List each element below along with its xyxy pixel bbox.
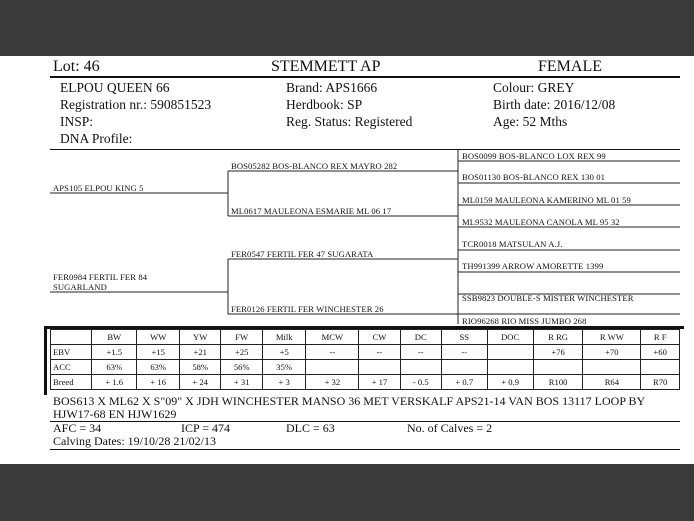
acc-cell: 56% xyxy=(221,360,263,375)
breed-cell: + 16 xyxy=(137,375,179,390)
breeder-name: STEMMETT AP xyxy=(271,58,381,75)
breed-cell: + 31 xyxy=(221,375,263,390)
breed-row xyxy=(51,375,680,390)
ebv-header-cell: WW xyxy=(137,330,179,345)
ebv-cell xyxy=(487,345,533,360)
stats-rule xyxy=(50,421,680,422)
ebv-cell: +60 xyxy=(641,345,680,360)
ebv-cell: +76 xyxy=(533,345,583,360)
catalogue-page xyxy=(0,56,694,464)
breed-cell: R100 xyxy=(533,375,583,390)
sex-label: FEMALE xyxy=(538,58,602,75)
ebv-header-cell: MCW xyxy=(306,330,359,345)
ebv-cell: -- xyxy=(359,345,400,360)
ebv-cell: +5 xyxy=(262,345,305,360)
registration-number: Registration nr.: 590851523 xyxy=(60,97,212,112)
ebv-header-cell: FW xyxy=(221,330,263,345)
ebv-cell: -- xyxy=(400,345,442,360)
ebv-table xyxy=(50,329,680,390)
ebv-cell: +70 xyxy=(583,345,641,360)
ebv-cell: +25 xyxy=(221,345,263,360)
ebv-header-cell: YW xyxy=(179,330,221,345)
ebv-cell: +15 xyxy=(137,345,179,360)
acc-cell xyxy=(487,360,533,375)
acc-cell xyxy=(306,360,359,375)
breed-cell: + 3 xyxy=(262,375,305,390)
ebv-row xyxy=(51,345,680,360)
lot-number: Lot: 46 xyxy=(53,58,100,75)
age: Age: 52 Mths xyxy=(493,114,568,129)
sire-sire: BOS05282 BOS-BLANCO REX MAYRO 282 xyxy=(231,161,398,171)
dam-dam: FER0126 FERTIL FER WINCHESTER 26 xyxy=(231,304,384,314)
dam: FER0984 FERTIL FER 84 xyxy=(53,272,148,282)
bottom-rule xyxy=(50,449,680,450)
ebv-cell: +1.5 xyxy=(92,345,137,360)
calves-count: No. of Calves = 2 xyxy=(407,421,493,435)
sire-sire-sire: BOS0099 BOS-BLANCO LOX REX 99 xyxy=(462,151,606,161)
sire-dam-dam: ML9532 MAULEONA CANOLA ML 95 32 xyxy=(462,217,620,227)
dam-sire-sire: TCR0018 MATSULAN A.J. xyxy=(462,239,563,249)
ebv-header-cell: Milk xyxy=(262,330,305,345)
breed-cell: R64 xyxy=(583,375,641,390)
sire-sire-dam: BOS01130 BOS-BLANCO REX 130 01 xyxy=(462,172,606,182)
acc-cell: 35% xyxy=(262,360,305,375)
ebv-header-cell: DOC xyxy=(487,330,533,345)
ebv-header-cell: BW xyxy=(92,330,137,345)
ebv-header-row xyxy=(51,330,680,345)
ebv-cell: +21 xyxy=(179,345,221,360)
ebv-cell: -- xyxy=(306,345,359,360)
sire-dam: ML0617 MAULEONA ESMARIE ML 06 17 xyxy=(231,206,392,216)
ebv-left-rule xyxy=(44,329,47,395)
birth-date: Birth date: 2016/12/08 xyxy=(493,97,616,112)
acc-cell xyxy=(641,360,680,375)
ebv-header-cell: R RG xyxy=(533,330,583,345)
ebv-header-cell: R WW xyxy=(583,330,641,345)
acc-cell: 63% xyxy=(137,360,179,375)
colour: Colour: GREY xyxy=(493,80,575,95)
acc-cell xyxy=(583,360,641,375)
afc-value: AFC = 34 xyxy=(53,421,102,435)
ebv-row-label: EBV xyxy=(51,345,92,360)
ebv-header-cell: R F xyxy=(641,330,680,345)
reg-status: Reg. Status: Registered xyxy=(286,114,413,129)
dam-sire: FER0547 FERTIL FER 47 SUGARATA xyxy=(231,249,374,259)
remarks-line-2: HJW17-68 EN HJW1629 xyxy=(53,407,177,421)
acc-cell xyxy=(442,360,487,375)
acc-cell xyxy=(533,360,583,375)
dam-name-line2: SUGARLAND xyxy=(53,282,107,292)
ebv-header-cell xyxy=(51,330,92,345)
acc-cell xyxy=(400,360,442,375)
breed-cell: + 32 xyxy=(306,375,359,390)
breed-cell: + 0.9 xyxy=(487,375,533,390)
breed-cell: R70 xyxy=(641,375,680,390)
dam-dam-sire: SSB9823 DOUBLE-S MISTER WINCHESTER xyxy=(462,293,634,303)
insp-field: INSP: xyxy=(60,114,94,129)
animal-name: ELPOU QUEEN 66 xyxy=(60,80,170,95)
sire: APS105 ELPOU KING 5 xyxy=(53,183,144,193)
breed-cell: + 0.7 xyxy=(442,375,487,390)
calving-dates: Calving Dates: 19/10/28 21/02/13 xyxy=(53,434,216,448)
brand: Brand: APS1666 xyxy=(286,80,378,95)
dna-profile: DNA Profile: xyxy=(60,131,133,146)
sire-dam-sire: ML0159 MAULEONA KAMERINO ML 01 59 xyxy=(462,195,631,205)
ebv-header-cell: DC xyxy=(400,330,442,345)
ebv-cell: -- xyxy=(442,345,487,360)
breed-cell: - 0.5 xyxy=(400,375,442,390)
acc-row-label: ACC xyxy=(51,360,92,375)
herdbook: Herdbook: SP xyxy=(286,97,363,112)
acc-cell xyxy=(359,360,400,375)
breed-cell: + 17 xyxy=(359,375,400,390)
ebv-header-cell: CW xyxy=(359,330,400,345)
dlc-value: DLC = 63 xyxy=(286,421,335,435)
acc-cell: 63% xyxy=(92,360,137,375)
dam-sire-dam: TH991399 ARROW AMORETTE 1399 xyxy=(462,261,604,271)
acc-cell: 58% xyxy=(179,360,221,375)
acc-row xyxy=(51,360,680,375)
icp-value: ICP = 474 xyxy=(181,421,230,435)
breed-row-label: Breed xyxy=(51,375,92,390)
breed-cell: + 24 xyxy=(179,375,221,390)
remarks-line-1: BOS613 X ML62 X S"09" X JDH WINCHESTER MANSO 36 MET VERSKALF APS21-14 VAN BOS 13117 LOOP BY xyxy=(53,394,646,408)
breed-cell: + 1.6 xyxy=(92,375,137,390)
ebv-header-cell: SS xyxy=(442,330,487,345)
dam-dam-dam: RIO96268 RIO MISS JUMBO 268 xyxy=(462,316,587,326)
